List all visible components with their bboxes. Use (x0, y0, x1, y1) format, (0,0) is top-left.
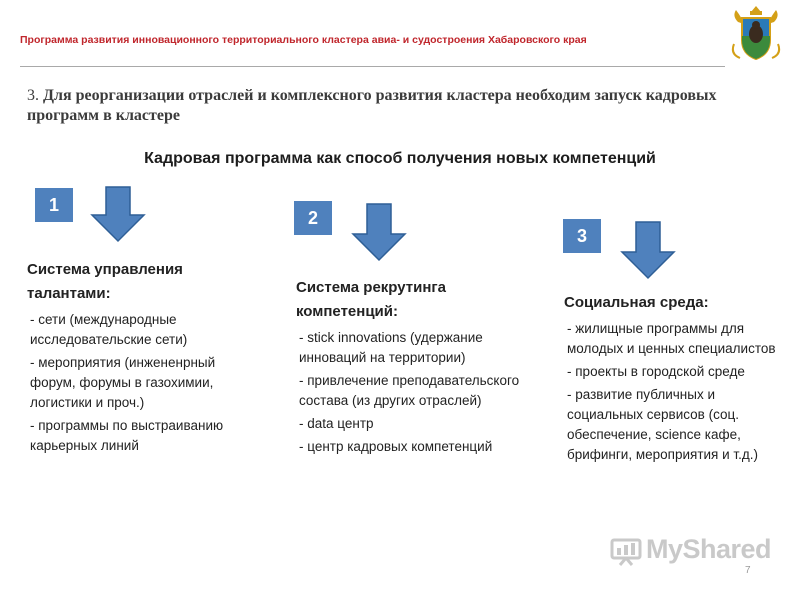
list-item: - центр кадровых компетенций (299, 439, 493, 454)
list-item: - data центр (299, 416, 374, 431)
subtitle: Кадровая программа как способ получения новых компетенций (144, 150, 656, 167)
column-title: Социальная среда: (564, 294, 709, 311)
watermark-text: MyShared (646, 534, 772, 564)
point-text: Для реорганизации отраслей и комплексного развития кластера необходим запуск кадровых программ в кластере (27, 87, 717, 124)
presentation-board-icon (610, 538, 642, 566)
down-arrow-icon (89, 185, 147, 243)
watermark (610, 532, 780, 568)
column-title: Система рекрутинга компетенций: (296, 279, 447, 320)
coat-of-arms-icon (730, 4, 782, 62)
point-number: 3. (27, 87, 39, 104)
list-item: - stick innovations (удержание инноваций на территории) (299, 330, 483, 365)
header-title: Программа развития инновационного территориального кластера авиа- и судостроения Хабаровского края (20, 34, 587, 46)
step-number-box-2: 2 (294, 201, 332, 235)
header-divider (20, 66, 725, 67)
point-heading (27, 86, 747, 126)
down-arrow-icon (619, 220, 677, 280)
step-number-box-3: 3 (563, 219, 601, 253)
list-item: - программы по выстраиванию карьерных линий (30, 418, 224, 453)
list-item: - жилищные программы для молодых и ценных специалистов (567, 321, 776, 356)
page-number: 7 (745, 565, 751, 576)
list-item: - сети (международные исследовательские сети) (30, 312, 188, 347)
step-number-box-1: 1 (35, 188, 73, 222)
column-recruiting (296, 276, 526, 460)
column-title: Система управления талантами: (27, 261, 183, 302)
list-item: - мероприятия (инжененрный форум, форумы в газохимии, логистики и проч.) (30, 355, 216, 410)
down-arrow-icon (350, 202, 408, 262)
column-talent-management (27, 258, 257, 459)
column-social-environment (564, 291, 779, 468)
list-item: - привлечение преподавательского состава (из других отраслей) (299, 373, 520, 408)
list-item: - развитие публичных и социальных сервисов (соц. обеспечение, science кафе, брифинги, мероприятия и т.д.) (567, 387, 758, 462)
list-item: - проекты в городской среде (567, 364, 745, 379)
